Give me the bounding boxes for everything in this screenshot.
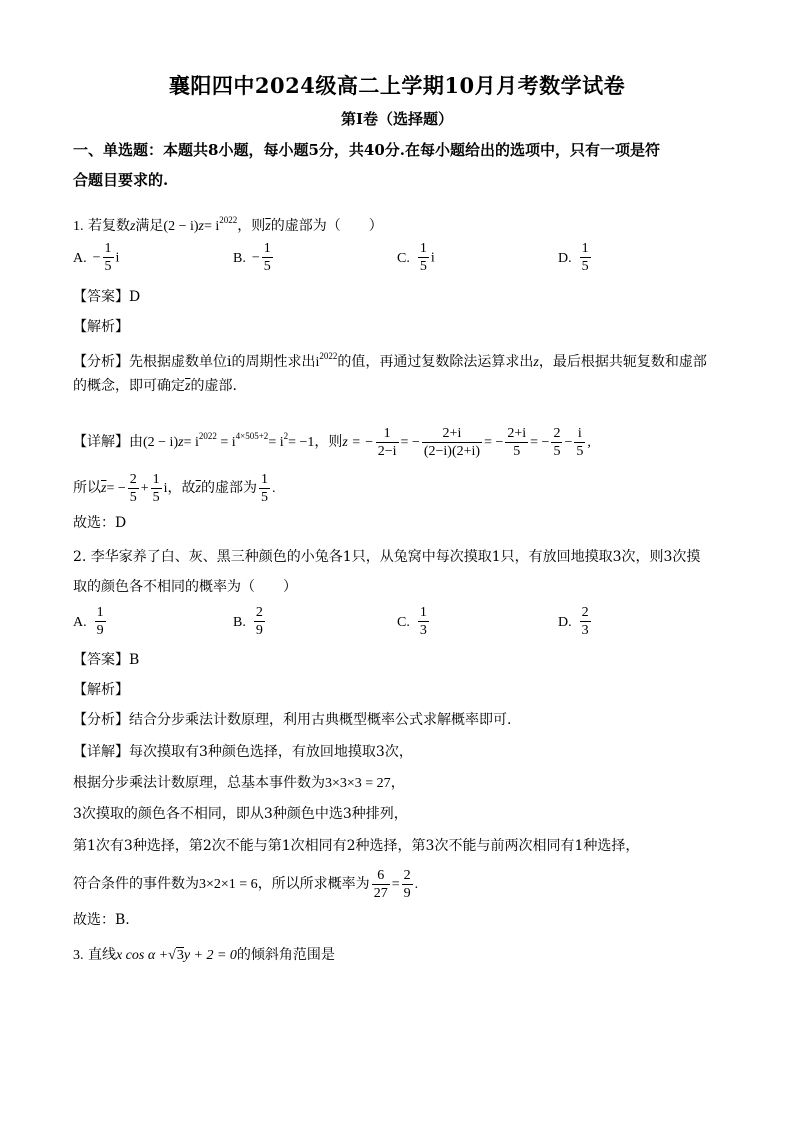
q2-option-b[interactable]: B. $\frac{2}{9}$ bbox=[233, 605, 263, 638]
q1-fenxi-line-2: 的概念，即可确定$\overline{z}$的虚部. bbox=[73, 378, 237, 394]
q2-option-a[interactable]: A. $\frac{1}{9}$ bbox=[73, 605, 104, 638]
q1-analysis-label: 【解析】 bbox=[73, 319, 129, 335]
q2-xiangjie-2: 根据分步乘法计数原理，总基本事件数为3×3×3 = 27， bbox=[73, 775, 405, 791]
q2-fenxi: 【分析】结合分步乘法计数原理，利用古典概型概率公式求解概率即可. bbox=[73, 712, 512, 728]
q2-xiangjie-5: 符合条件的事件数为3×2×1 = 6，所以所求概率为 $\frac{6}{27}$ = $\frac{2}{9}$ . bbox=[73, 867, 419, 901]
section-heading-line-1: 一、单选题：本题共8小题，每小题5分，共40分.在每小题给出的选项中，只有一项是符 bbox=[73, 141, 660, 159]
q1-option-b[interactable]: B. − $\frac{1}{5}$ bbox=[233, 241, 271, 274]
q2-xiangjie-4: 第1次有3种选择，第2次不能与第1次相同有2种选择，第3次不能与前两次相同有1种选择， bbox=[73, 838, 640, 854]
q2-xiangjie-3: 3次摸取的颜色各不相同，即从3种颜色中选3种排列， bbox=[73, 806, 408, 822]
q1-option-d[interactable]: D. $\frac{1}{5}$ bbox=[558, 241, 589, 274]
section-heading-line-2: 合题目要求的. bbox=[73, 171, 169, 189]
q1-answer: 【答案】D bbox=[73, 289, 141, 305]
q1-xiangjie-line: 【详解】由$(2 - i)z= i^{2022} = i^{4\times 505+2}= i^2= -1$，则z = − $\frac{1}{2-i}$ = − $\frac{2+i}{(2-i)(2+i)}$ = − $\frac{2+i}{5}$ = − $\frac{2}{5}$ − $\frac{i}{5}$ , bbox=[73, 425, 591, 459]
q1-option-a[interactable]: A. − $\frac{1}{5}$ i bbox=[73, 241, 120, 274]
q1-suoyi-line: 所以$\overline{z}=$ − $\frac{2}{5}$ + $\frac{1}{5}$ i，故$\overline{z}$的虚部为 $\frac{1}{5}$ . bbox=[73, 471, 276, 505]
q2-option-d[interactable]: D. $\frac{2}{3}$ bbox=[558, 605, 589, 638]
exam-title: 襄阳四中2024级高二上学期10月月考数学试卷 bbox=[168, 73, 626, 98]
part-heading: 第I卷（选择题） bbox=[340, 110, 454, 128]
q2-answer: 【答案】B bbox=[73, 652, 140, 668]
q2-analysis-label: 【解析】 bbox=[73, 682, 129, 698]
q1-stem: 1. 若复数z满足$(2 - i)z= i^{2022}$，则$\overline{z}$的虚部为（ ） bbox=[73, 215, 383, 234]
q2-stem-line-2: 取的颜色各不相同的概率为（ ） bbox=[73, 579, 297, 595]
q2-choose: 故选：B. bbox=[73, 912, 130, 928]
q2-stem-line-1: 2. 李华家养了白、灰、黑三种颜色的小兔各1只，从兔窝中每次摸取1只，有放回地摸取3次，则3次摸 bbox=[73, 549, 701, 565]
q2-xiangjie-1: 【详解】每次摸取有3种颜色选择，有放回地摸取3次， bbox=[73, 744, 413, 760]
q1-option-c[interactable]: C. $\frac{1}{5}$ i bbox=[397, 241, 435, 274]
q1-fenxi-line-1: 【分析】先根据虚数单位i的周期性求出$i^{2022}$的值，再通过复数除法运算求出z，最后根据共轭复数和虚部 bbox=[73, 351, 707, 370]
q1-choose: 故选：D bbox=[73, 515, 127, 531]
q3-stem: 3. 直线x cos α +√3y + 2 = 0的倾斜角范围是 bbox=[73, 947, 335, 963]
q2-option-c[interactable]: C. $\frac{1}{3}$ bbox=[397, 605, 427, 638]
